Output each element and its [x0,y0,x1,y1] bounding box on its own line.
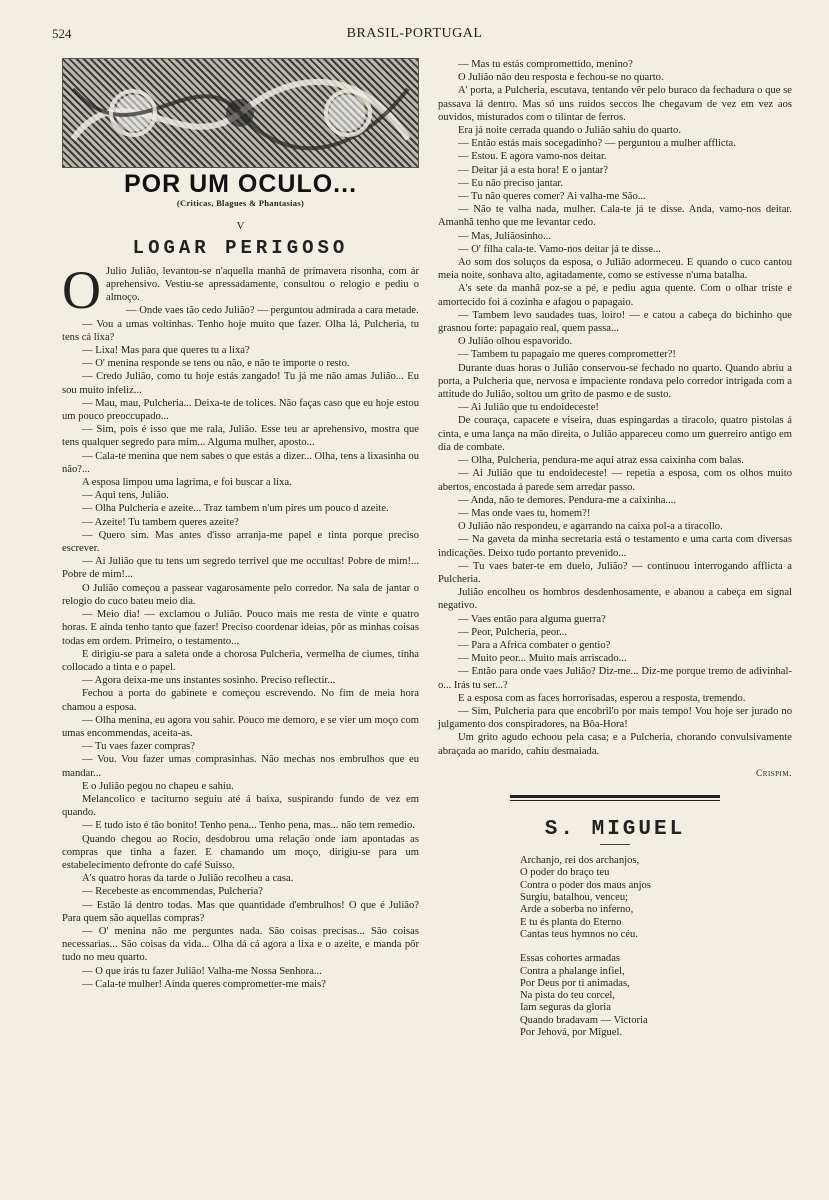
paragraph: — Sim, Pulcheria para que encobril'o por mais tempo! Vou hoje ser jurado no julgamento dos conspiradores, na Bôa-Hora! [438,705,792,731]
paragraph: O Julião não deu resposta e fechou-se no quarto. [458,72,664,84]
paragraph: — O' filha cala-te. Vamo-nos deitar já te disse... [458,243,661,255]
paragraph: — Vou a umas voltinhas. Tenho hoje muito que fazer. Olha lá, Pulcheria, tu tens cá lixa? [62,318,419,343]
paragraph: — Azeite! Tu tambem queres azeite? [82,516,239,528]
paragraph: — Cala-te mulher! Ainda queres comprometter-me mais? [82,978,326,990]
section-subtitle: (Criticas, Blagues & Phantasias) [176,198,305,209]
paragraph: Quando chegou ao Rocio, desdobrou uma relação onde iam apontadas as compras que tinha a fazer. E chamando um moço, dirigiu-se para um estabelecimento defronte do café Suisso. [62,833,419,871]
poem-line: Surgiu, batalhou, venceu; [520,892,629,904]
paragraph: — Anda, não te demores. Pendura-me a caixinha.... [458,494,676,506]
poem-line: Cantas teus hymnos no céu. [520,928,638,940]
left-column [62,58,419,991]
paragraph: Julião encolheu os hombros desdenhosamente, e abanou a cabeça em signal negativo. [438,587,792,612]
poem-line: Archanjo, rei dos archanjos, [520,855,640,867]
part-number: V [236,220,245,233]
paragraph: — Então estás mais socegadinho? — perguntou a mulher afflicta. [458,138,736,150]
paragraph: — Sim, pois é isso que me rala, Julião. Esse teu ar aprehensivo, mostra que tens qualquer segredo para mim... Alguma mulher, aposto... [62,424,419,449]
paragraph: — Ai Julião que tu endoideceste! — repetia a esposa, com os olhos muito abertos, encostada á parede sem arredar passo. [438,468,792,493]
paragraph: O Julião olhou espavorido. [458,336,573,348]
paragraph: A's sete da manhã poz-se a pé, e pediu agua quente. Com o olhar triste e amortecido foi á cozinha e afagou o papagaio. [438,283,792,308]
paragraph: O Julião não respondeu, e agarrando na caixa pol-a a tiracollo. [458,521,723,533]
paragraph: Fechou a porta do gabinete e começou escrevendo. No fim de meia hora chamou a esposa. [62,688,419,713]
paragraph: — Olha Pulcheria e azeite... Traz tambem n'um pires um pouco d azeite. [82,503,389,515]
paragraph: — Mas tu estás compromettido, menino? [458,59,633,70]
paragraph: — Olha, Pulcheria, pendura-me aqui atraz essa caixinha com balas. [458,455,744,467]
poem-line: Iam seguras da gloria [520,1002,611,1014]
paragraph: Ao som dos soluços da esposa, o Julião adormeceu. E quando o cuco cantou meia noite, sonhava alto, agitadamente, como se estivesse n'uma batalha. [438,257,792,282]
paragraph: Um grito agudo echoou pela casa; e a Pulcheria, chorando convulsivamente abraçada ao marido, cahiu desmaiada. [438,732,792,757]
paragraph: E dirigiu-se para a saleta onde a chorosa Pulcheria, vermelha de ciumes, tinha collocado a tinta e o papel. [62,648,419,673]
right-paragraphs [438,58,792,758]
poem-line: Na pista do teu corcel, [520,990,616,1002]
paragraph: — Olha menina, eu agora vou sahir. Pouco me demoro, e se vier um moço com umas encommendas, aceita-as. [62,714,419,739]
paragraph: — Estou. E agora vamo-nos deitar. [458,151,607,163]
paragraph: — O' menina responde se tens ou não, e não te importe o resto. [82,358,350,370]
ornament-engraving [62,58,419,168]
paragraph: — Eu não preciso jantar. [458,177,564,189]
paragraph: — Vaes então para alguma guerra? [458,613,606,625]
left-paragraphs [62,304,419,991]
paragraph: — Peor, Pulcheria, peor... [458,626,568,638]
paragraph: — Deitar já a esta hora! E o jantar? [458,164,609,176]
poem-line: Essas cohortes armadas [520,953,621,965]
paragraph: — Mas, Juliãosinho... [458,230,551,242]
poem-stanzas [438,855,792,1039]
paragraph: — Ai Julião que tu endoideceste! [458,402,599,414]
paragraph: — Então para onde vaes Julião? Diz-me... Diz-me porque tremo de adivinhal-o... Irás tu ser...? [438,666,792,691]
paragraph: — Tu vaes bater-te em duelo, Julião? — continuou interrogando afflicta a Pulcheria. [438,560,792,585]
paragraph: A's quatro horas da tarde o Julião recolheu a casa. [82,873,294,885]
paragraph: Melancolico e taciturno seguiu até á baixa, suspirando fundo de vez em quando. [62,793,419,819]
paragraph: — Agora deixa-me uns instantes sosinho. Preciso reflectir... [82,675,336,687]
paragraph: — O que irás tu fazer Julião! Valha-me Nossa Senhora... [82,965,322,977]
running-head: BRASIL-PORTUGAL [346,26,483,41]
paragraph: — Aqui tens, Julião. [82,490,169,502]
poem-line: Por Jehová, por Miguel. [520,1027,623,1039]
paragraph: — Tu não queres comer? Ai valha-me São... [458,191,646,203]
page-number: 524 [52,26,72,41]
poem-line: Por Deus por ti animadas, [520,977,630,989]
drop-cap: O [62,259,101,320]
paragraph: De couraça, capacete e viseira, duas espingardas a tiracolo, quatro pistolas á cinta, e uma lança na mão direita, o Julião appareceu como um guerreiro antigo em dia de combate. [438,415,792,453]
paragraph: — Meio dia! — exclamou o Julião. Pouco mais me resta de vinte e quatro horas. E ainda tenho tanto que fazer! Preciso coordenar ideias, pôr as minhas coisas todas em ordem. Primeiro, o testamento... [62,609,419,647]
paragraph: — Não te valha nada, mulher. Cala-te já te disse. Anda, vamo-nos deitar. Amanhã tenho que me levantar cedo. [438,204,792,229]
section-divider [510,795,720,801]
paragraph: — Tu vaes fazer compras? [82,741,195,753]
paragraph: — O' menina não me perguntes nada. São coisas precisas... São coisas necessarias... São coisas da vida... Olha dá cá agora a lixa e o azeite, e manda pôr tudo no meu quarto. [62,925,419,964]
poem-line: E tu és planta do Eterno [520,916,622,928]
paragraph: A esposa limpou uma lagrima, e foi buscar a lixa. [82,477,292,489]
first-paragraph-text: Julio Julião, levantou-se n'aquella manhã de primavera risonha, com ár aprehensivo. Vestiu-se apressadamente, consultou o relogio e pediu o almoço. [106,265,419,304]
paragraph: — Vou. Vou fazer umas comprasinhas. Não mechas nos embrulhos que eu mandar... [62,754,419,779]
paragraph: Durante duas horas o Julião conservou-se fechado no quarto. Quando abriu a porta, a Pulcheria que, nervosa e impaciente rondava pelo corredor intrigada com a attitude do Julião, soltou um grito de pasmo e de susto. [438,362,792,401]
paragraph: — Tambem levo saudades tuas, loiro! — e catou a cabeça do bichinho que grasnou forte: papagaio real, quem passa... [438,309,792,335]
paragraph: — Credo Julião, como tu hoje estás zangado! Tu já me não amas Julião... Eu sou muito infeliz... [62,371,419,396]
paragraph: — Para a Africa combater o gentio? [458,639,611,651]
paragraph: — Estão lá dentro todas. Mas que quantidade d'embrulhos! O que é Julião? Para quem são aquellas compras? [62,899,419,924]
paragraph: — Mas onde vaes tu, homem?! [458,507,591,519]
paragraph: — Mau, mau, Pulcheria... Deixa-te de tolices. Não faças caso que eu hoje estou um pouco preoccupado... [62,397,419,423]
paragraph: A' porta, a Pulcheria, escutava, tentando vêr pelo buraco da fechadura o que se passava lá dentro. Mas só uns ruidos seccos lhe chegavam de vez em vez aos ouvidos, misturados com o tilintar de ferros. [438,85,792,123]
paragraph: E a esposa com as faces horrorisadas, esperou a resposta, tremendo. [458,692,746,704]
ornament-scroll-icon [63,59,418,167]
paragraph: — Tambem tu papagaio me queres comprometter?! [458,349,676,361]
poem-title: S. MIGUEL [544,817,686,841]
paragraph: — Muito peor... Muito mais arriscado... [458,653,627,665]
poem-stanza [520,953,792,1039]
paragraph: — Recebeste as encommendas, Pulcheria? [82,886,263,898]
paragraph: — Lixa! Mas para que queres tu a lixa? [82,345,250,357]
section-title: POR UM OCULO... [123,170,358,198]
poem-line: Contra o poder dos maus anjos [520,879,651,891]
author-signature: Crispim. [755,768,792,779]
paragraph: — Cala-te menina que nem sabes o que estás a dizer... Olha, tens a lixasinha ou não?... [62,450,419,475]
paragraph: — Onde vaes tão cedo Julião? — perguntou admirada a cara metade. [126,305,419,317]
paragraph: — E tudo isto é tão bonito! Tenho pena... Tenho pena, mas... não tem remedio. [82,820,415,832]
chapter-title: LOGAR PERIGOSO [132,236,349,259]
poem-line: Contra a phalange infiel, [520,965,625,977]
paragraph: O Julião começou a passear vagarosamente pelo corredor. Na sala de jantar o relogio do cuco bateu meio dia. [62,582,419,607]
poem-line: Arde a soberba no inferno, [520,904,634,916]
poem-title-rule [600,844,630,845]
paragraph: Era já noite cerrada quando o Julião sahiu do quarto. [458,125,681,137]
poem-line: O poder do braço teu [520,867,610,879]
poem-stanza [520,855,792,941]
right-column [438,58,792,1051]
paragraph: — Ai Julião que tu tens um segredo terrivel que me occultas! Pobre de mim!... Pobre de mim!... [62,556,419,581]
paragraph: E o Julião pegou no chapeu e sahiu. [82,780,234,792]
paragraph: — Quero sim. Mas antes d'isso arranja-me papel e tinta porque preciso escrever. [62,529,419,555]
poem-line: Quando bradavam — Victoria [520,1014,648,1026]
paragraph: — Na gaveta da minha secretaria está o testamento e uma carta com diversas indicações. Deixo tudo portanto prevenido... [438,534,792,559]
